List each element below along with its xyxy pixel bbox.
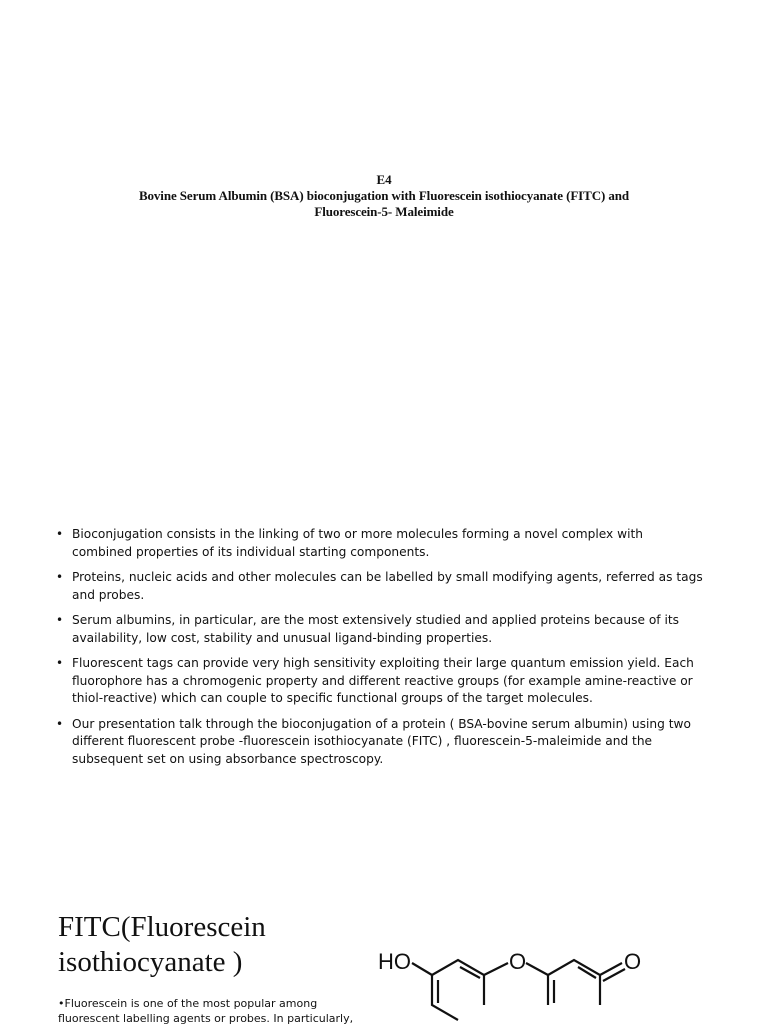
fluorescein-structure-image — [360, 925, 680, 1024]
experiment-code: E4 — [376, 172, 392, 187]
bullet-text: Proteins, nucleic acids and other molecules can be labelled by small modifying agents, referred as tags and probes. — [72, 570, 703, 602]
title-line-2: Fluorescein-5- Maleimide — [314, 204, 454, 219]
bullet-dot: • — [56, 716, 64, 731]
bullet-item — [56, 569, 706, 604]
bullet-text: Our presentation talk through the bioconjugation of a protein ( BSA-bovine serum albumin) using two different fluorescent probe -fluorescein isothiocyanate (FITC) , fluorescein-5-maleimide and the subsequent set on using absorbance spectroscopy. — [72, 716, 691, 766]
bullet-dot: • — [56, 656, 64, 670]
intro-bullet-list — [56, 526, 706, 776]
bullet-dot: • — [56, 527, 64, 541]
hydroxyl-label: HO — [378, 949, 411, 974]
bullet-text: Serum albumins, in particular, are the most extensively studied and applied proteins because of its availability, low cost, stability and unusual ligand-binding properties. — [72, 613, 679, 645]
title-slide-heading — [0, 172, 768, 220]
bullet-text: Fluorescent tags can provide very high sensitivity exploiting their large quantum emission yield. Each fluorophore has a chromogenic property and different reactive groups (for example amine-reactive or thiol-reactive) which can couple to specific functional groups of the target molecules. — [72, 656, 694, 705]
bullet-item — [56, 526, 706, 561]
bullet-item — [56, 716, 706, 769]
fitc-description: •Fluorescein is one of the most popular among fluorescent labelling agents or probes. In particularly, — [58, 997, 354, 1025]
fitc-slide-title: FITC(Fluorescein isothiocyanate ) — [58, 911, 266, 978]
bullet-item — [56, 612, 706, 647]
bullet-text: Bioconjugation consists in the linking of two or more molecules forming a novel complex with combined properties of its individual starting components. — [72, 527, 643, 559]
bullet-dot: • — [56, 613, 64, 627]
carbonyl-oxygen-label: O — [624, 949, 642, 974]
ring-oxygen-label: O — [509, 949, 527, 974]
bullet-dot: • — [56, 570, 64, 584]
fluorescein-structure-svg — [360, 925, 680, 1024]
bullet-item — [56, 655, 706, 708]
title-line-1: Bovine Serum Albumin (BSA) bioconjugation with Fluorescein isothiocyanate (FITC) and — [138, 188, 630, 203]
